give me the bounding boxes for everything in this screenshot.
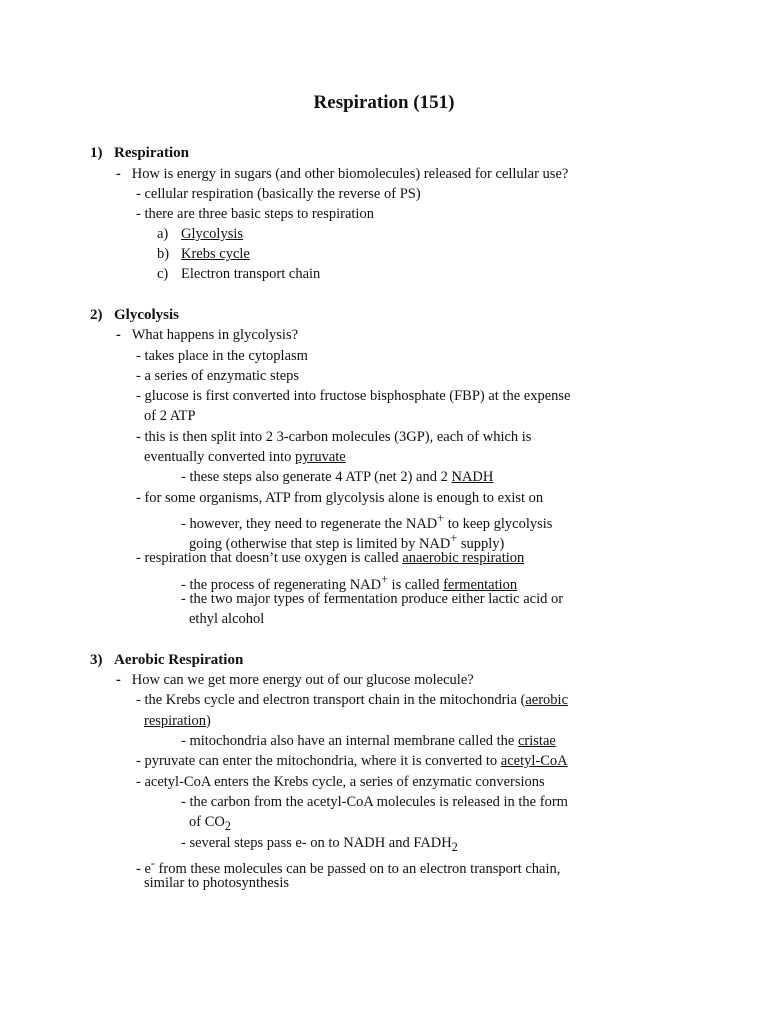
list-item: c) Electron transport chain: [157, 266, 321, 282]
underlined-term: Glycolysis: [181, 226, 244, 242]
section-heading-aerobic-respiration: 3) Aerobic Respiration: [90, 652, 244, 668]
text-line: respiration): [144, 713, 211, 729]
text-line: - several steps pass e- on to NADH and $FADH_2$: [181, 835, 458, 854]
underlined-term: acetyl-CoA: [500, 753, 568, 769]
page-title: Respiration (151): [313, 92, 455, 113]
text-line: - e- from these molecules can be passed on to an electron transport chain,: [136, 856, 561, 877]
section-heading-respiration: 1) Respiration: [90, 145, 189, 161]
text-line: - glucose is first converted into fructose bisphosphate (FBP) at the expense: [136, 388, 571, 404]
list-item: b) Krebs cycle: [157, 246, 250, 262]
section-heading-glycolysis: 2) Glycolysis: [90, 307, 180, 323]
text-line: - for some organisms, ATP from glycolysis alone is enough to exist on: [136, 490, 544, 506]
text-line: - the two major types of fermentation produce either lactic acid or: [181, 591, 564, 607]
bullet-line: - How is energy in sugars (and other biomolecules) released for cellular use?: [116, 166, 569, 182]
text-line: - there are three basic steps to respiration: [136, 206, 374, 222]
text-line: - this is then split into 2 3-carbon molecules (3GP), each of which is: [136, 429, 532, 445]
text-line: - these steps also generate 4 ATP (net 2) and 2 NADH: [181, 469, 494, 485]
text-line: - however, they need to regenerate the NAD+ to keep glycolysis: [181, 511, 553, 532]
bullet-line: - How can we get more energy out of our glucose molecule?: [116, 672, 474, 688]
text-line: - cellular respiration (basically the reverse of PS): [136, 186, 421, 202]
text-line: - acetyl-CoA enters the Krebs cycle, a series of enzymatic conversions: [136, 774, 545, 790]
text-line: - the process of regenerating NAD+ is called fermentation: [181, 572, 518, 593]
text-line: similar to photosynthesis: [144, 875, 289, 891]
text-line: - respiration that doesn’t use oxygen is called anaerobic respiration: [136, 550, 525, 566]
underlined-term: Krebs cycle: [181, 246, 250, 262]
text-line: of 2 ATP: [144, 408, 196, 424]
text-line: going (otherwise that step is limited by NAD+ supply): [189, 531, 505, 552]
text-line: - takes place in the cytoplasm: [136, 348, 308, 364]
underlined-term: anaerobic respiration: [402, 550, 525, 566]
text-line: - mitochondria also have an internal membrane called the cristae: [181, 733, 556, 749]
text-line: - the carbon from the acetyl-CoA molecules is released in the form: [181, 794, 568, 810]
text-line: of $CO_2$: [189, 814, 231, 833]
text-line: - a series of enzymatic steps: [136, 368, 300, 384]
underlined-term: fermentation: [443, 576, 518, 593]
underlined-term: aerobic: [525, 692, 569, 708]
text-line: ethyl alcohol: [189, 611, 265, 627]
text-line: eventually converted into pyruvate: [144, 449, 346, 465]
text-line: - the Krebs cycle and electron transport chain in the mitochondria (aerobic: [136, 692, 569, 708]
underlined-term: NADH: [451, 469, 494, 485]
underlined-term: respiration: [144, 713, 207, 729]
underlined-term: cristae: [518, 733, 556, 749]
text-line: - pyruvate can enter the mitochondria, where it is converted to acetyl-CoA: [136, 753, 568, 769]
bullet-line: - What happens in glycolysis?: [116, 327, 299, 343]
list-item: a) Glycolysis: [157, 226, 244, 242]
underlined-term: pyruvate: [295, 449, 346, 465]
